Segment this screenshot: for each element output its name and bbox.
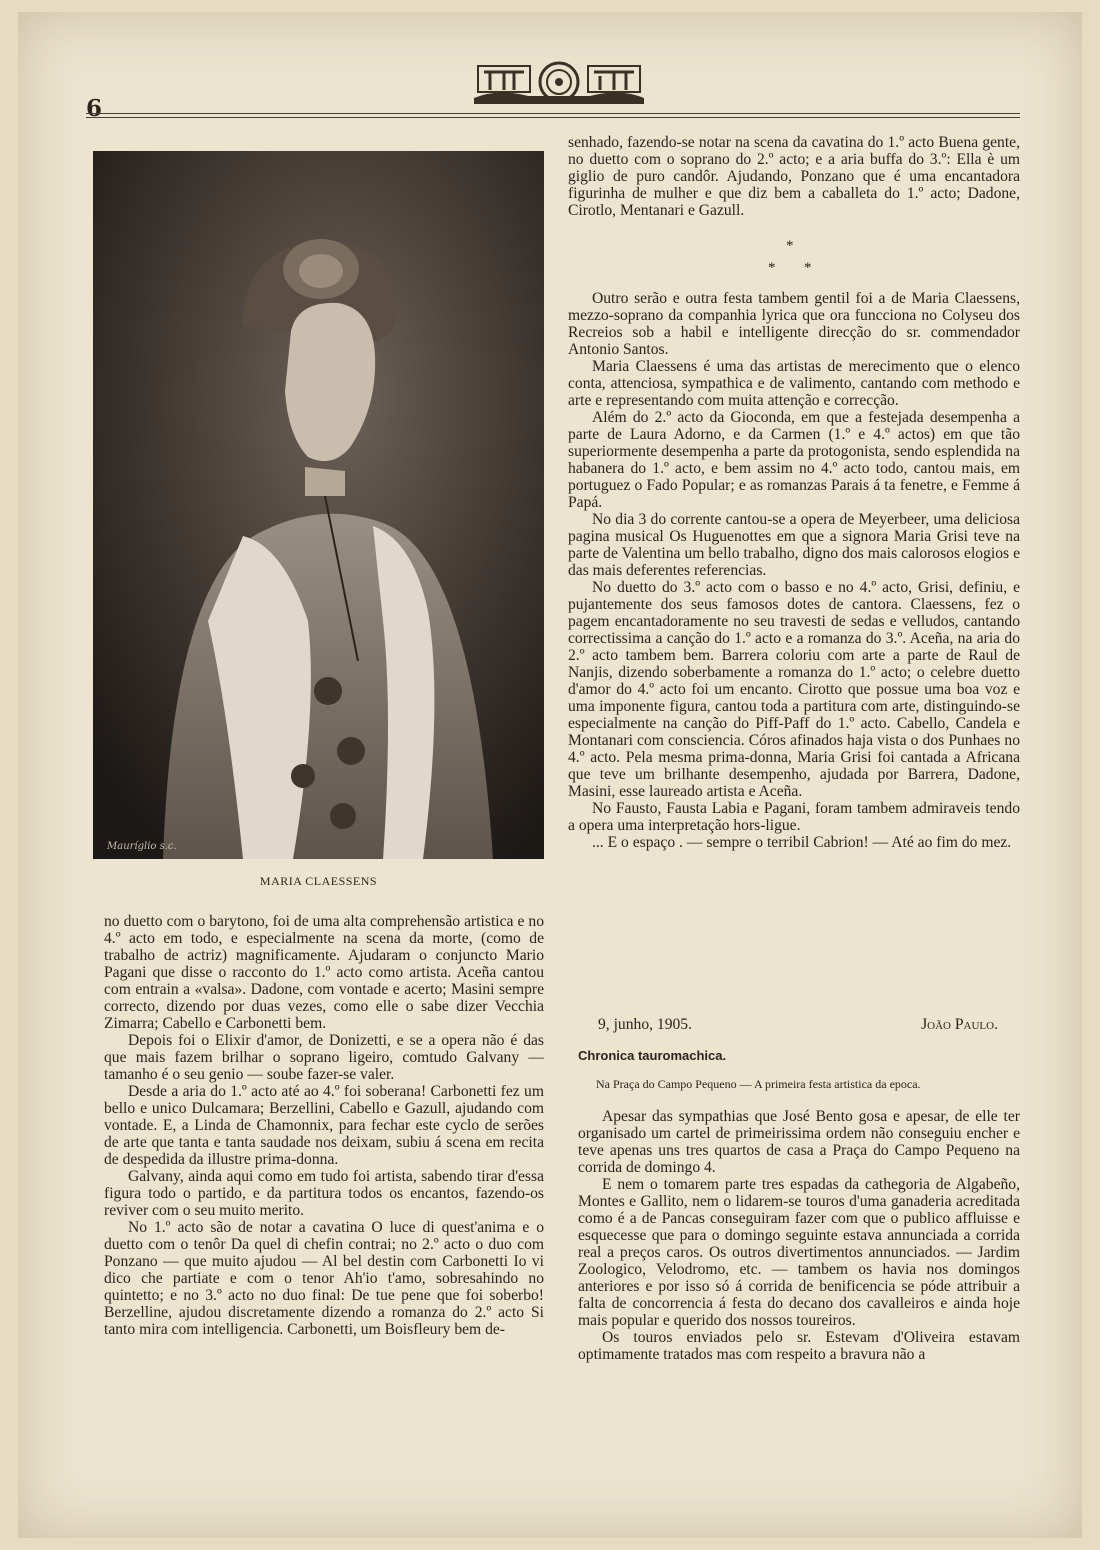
article-paragraph: Os touros enviados pelo sr. Estevam d'Oliveira estavam optimamente tratados mas com respeito a bravura não a — [578, 1329, 1020, 1363]
section-asterism: * * * — [768, 238, 812, 276]
article-paragraph: senhado, fazendo-se notar na scena da cavatina do 1.º acto Buena gente, no duetto com o soprano do 2.º acto; e a aria buffa do 3.º: Ella è um giglio de puro candôr. Ajudando, Ponzano que é uma encantadora figurinha de mulher e que diz bem a caballeta do 1.º acto; Dadone, Cirotlo, Mentanari e Gazull. — [568, 134, 1020, 219]
right-column-tauromachia — [578, 1108, 1020, 1363]
section-title: Chronica tauromachica. — [578, 1048, 727, 1063]
article-paragraph: Além do 2.º acto da Gioconda, em que a festejada desempenha a parte de Laura Adorno, e da Carmen (1.º e 4.º actos) em que tão superiormente desempenha a parte da protogonista, sendo esplendida na habanera do 1.º acto, e bem assim no 4.º acto todo, cantou mais, em portuguez o Fado Popular; e as romanzas Parais á ta fenetre, e Femme á Papá. — [568, 409, 1020, 511]
right-column-top — [568, 134, 1020, 219]
article-paragraph: Apesar das sympathias que José Bento gosa e apesar, de elle ter organisado um cartel de primeirissima ordem não conseguiu encher e teve apenas uns tres quartos de casa a Praça do Campo Pequeno na corrida de domingo 4. — [578, 1108, 1020, 1176]
article-paragraph: ... E o espaço . — sempre o terribil Cabrion! — Até ao fim do mez. — [592, 834, 1012, 851]
portrait-photo — [93, 151, 544, 859]
signoff — [598, 1016, 998, 1036]
engraver-signature: Mauríglio s.c. — [107, 841, 177, 852]
article-paragraph: No duetto do 3.º acto com o basso e no 4.º acto, Grisi, definiu, e pujantemente dos seus famosos dotes de cantora. Claessens, fez o pagem encantadoramente no seu travesti de sedas e velludos, cantando correctissima a canção do 1.º acto e a romanza do 3.º. Aceña, na aria do 2.º acto tambem bem. Barrera coloriu com arte a parte de Raul de Nanjis, dizendo soberbamente a romanza do 1.º acto; o celebre duetto d'amor do 4.º acto foi um encanto. Cirotto que possue uma boa voz e uma imponente figura, cantou toda a partitura com arte, distinguindo-se especialmente na canção do Piff-Paff do 1.º acto. Cabello, Candela e Montanari com consciencia. Córos afinados haja vista o dos Punhaes no 4.º acto. Pela mesma prima-donna, Maria Grisi foi cantada a Africana que teve um brilhante desempenho, ajudada por Barrera, Dadone, Masini, esse laureado artista e Aceña. — [568, 579, 1020, 800]
portrait-illustration — [93, 151, 544, 859]
header-rule — [86, 113, 1020, 114]
article-paragraph: Maria Claessens é uma das artistas de merecimento que o elenco conta, attenciosa, sympathica e de valimento, cantando com methodo e arte e representando com muita attenção e correcção. — [568, 358, 1020, 409]
right-column-claessens — [568, 290, 1020, 851]
article-paragraph: No dia 3 do corrente cantou-se a opera de Meyerbeer, uma deliciosa pagina musical Os Huguenottes em que a signora Maria Grisi teve na parte de Valentina um bello trabalho, digno dos mais calorosos elogios e das mais deferentes referencias. — [568, 511, 1020, 579]
article-paragraph: no duetto com o barytono, foi de uma alta comprehensão artistica e no 4.º acto em todo, e especialmente na scena da morte, (como de trabalho de actriz) magnificamente. Ajudaram o conjuncto Mario Pagani que disse o racconto do 1.º acto como artista. Aceña cantou com entrain a «valsa». Dadone, com vontade e acerto; Masini sempre correcto, dizendo por duas vezes, como elle o sabe dizer Vecchia Zimarra; Cabello e Carbonetti bem. — [104, 913, 544, 1032]
masthead-logo — [468, 58, 650, 106]
article-paragraph: No Fausto, Fausta Labia e Pagani, foram tambem admiraveis tendo a opera uma interpretação hors-ligue. — [568, 800, 1020, 834]
article-paragraph: E nem o tomarem parte tres espadas da cathegoria de Algabeño, Montes e Gallito, nem o lidarem-se touros d'uma ganaderia acreditada como é a de Pancas conseguiram fazer com que o publico affluisse e esquecesse que para o domingo seguinte estava annunciada a corrida real a preços caros. Os outros divertimentos annunciados. — Jardim Zoologico, Velodromo, etc. — tambem os havia nos domingos anteriores e por isso só á corrida de benificencia se póde attribuir a falta de concorrencia á festa do decano dos cavalleiros e ainda hoje mais popular e querido dos nossos toureiros. — [578, 1176, 1020, 1329]
article-paragraph: Desde a aria do 1.º acto até ao 4.º foi soberana! Carbonetti fez um bello e unico Dulcamara; Berzellini, Cabello e Gazull, ajudando com vontade. E, a Linda de Chamonnix, para fechar este cyclo de serões de arte que tanta e tanta saudade nos deixam, subiu á scena em recita de despedida da illustre prima-donna. — [104, 1083, 544, 1168]
article-paragraph: Outro serão e outra festa tambem gentil foi a de Maria Claessens, mezzo-soprano da companhia lyrica que ora funcciona no Colyseu dos Recreios sob a habil e intelligente direcção do sr. commendador Antonio Santos. — [568, 290, 1020, 358]
header-rule-double — [86, 117, 1020, 118]
section-subtitle: Na Praça do Campo Pequeno — A primeira festa artistica da epoca. — [596, 1077, 921, 1091]
article-paragraph: Depois foi o Elixir d'amor, de Donizetti, e se a opera não é das que mais fazem brilhar o soprano ligeiro, comtudo Galvany — tamanho é o seu genio — soube fazer-se valer. — [104, 1032, 544, 1083]
page-number: 6 — [86, 95, 103, 122]
signoff-date: 9, junho, 1905. — [598, 1016, 692, 1033]
photo-caption: MARIA CLAESSENS — [259, 874, 378, 888]
article-paragraph: Galvany, ainda aqui como em tudo foi artista, sabendo tirar d'essa figura todo o partido, e da partitura todos os encantos, fazendo-os reviver com o seu muito merito. — [104, 1168, 544, 1219]
left-column-text — [104, 913, 544, 1338]
article-paragraph: No 1.º acto são de notar a cavatina O luce di quest'anima e o duetto com o tenôr Da quel di chefin contrai; no 2.º acto o duo com Ponzano — que muito ajudou — Al bel destin com Carbonetti Io vi dico che partiate e com o tenor Ah'io t'amo, sobresahindo no quintetto; e no 3.º acto no duo final: De tue pene que foi soberbo! Berzelline, ajudou discretamente dizendo a romanza do 2.º acto Si tanto mira com intelligencia. Carbonetti, um Boisfleury bem de- — [104, 1219, 544, 1338]
signoff-author: João Paulo. — [921, 1016, 998, 1033]
